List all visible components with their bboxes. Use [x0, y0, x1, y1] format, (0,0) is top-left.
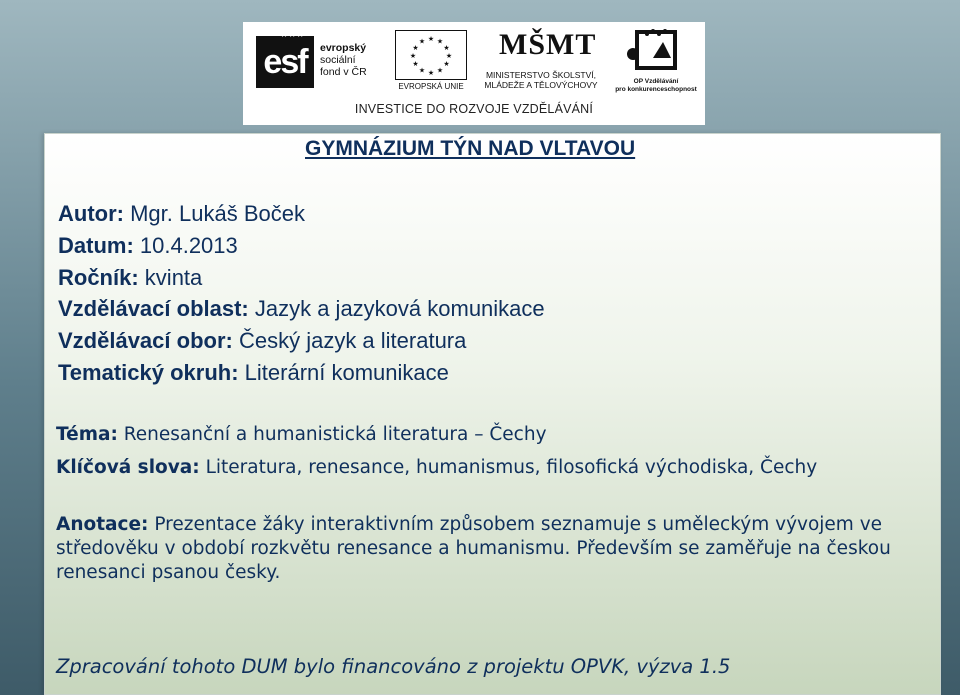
svg-text:★: ★ [443, 44, 450, 52]
meta-area [58, 296, 545, 322]
esf-logo [256, 30, 376, 92]
meta-value: Český jazyk a literatura [232, 328, 467, 353]
svg-text:★: ★ [436, 66, 444, 75]
eu-caption: EVROPSKÁ UNIE [398, 82, 464, 91]
svg-text:★: ★ [418, 66, 426, 75]
keywords-paragraph [56, 456, 916, 480]
esf-text-line2: sociální [320, 54, 356, 66]
esf-logo-mark: esf [256, 36, 314, 88]
msmt-logo [471, 28, 611, 98]
esf-stars-icon: ★★★ [280, 30, 305, 40]
funding-footer: Zpracování tohoto DUM bylo financováno z projektu OPVK, výzva 1.5 [56, 655, 731, 678]
meta-value: Mgr. Lukáš Boček [123, 201, 305, 226]
meta-label: Datum: [58, 233, 134, 258]
svg-text:★: ★ [418, 37, 426, 46]
meta-subject [58, 328, 466, 354]
school-name: GYMNÁZIUM TÝN NAD VLTAVOU [305, 137, 636, 160]
op-vk-emblem-icon [613, 28, 699, 76]
meta-date [58, 233, 238, 259]
msmt-line2: MLÁDEŽE A TĚLOVÝCHOVY [484, 80, 598, 90]
meta-grade [58, 265, 202, 291]
meta-label: Vzdělávací obor: [58, 328, 233, 353]
annotation-label: Anotace: [56, 514, 149, 535]
svg-text:★: ★ [412, 44, 419, 52]
meta-value: 10.4.2013 [133, 233, 238, 258]
svg-text:★: ★ [427, 69, 435, 77]
esf-logo-text [320, 42, 390, 78]
op-text [613, 78, 699, 94]
meta-label: Vzdělávací oblast: [58, 296, 249, 321]
msmt-text [471, 70, 611, 90]
meta-value: Jazyk a jazyková komunikace [248, 296, 545, 321]
annotation-value: Prezentace žáky interaktivním způsobem seznamuje s uměleckým vývojem ve středověku v období rozkvětu renesance a humanismu. Především se zaměřuje na českou renesanci psanou česky. [56, 514, 891, 583]
esf-text-line1: evropský [320, 42, 367, 54]
keywords-label: Klíčová slova: [56, 457, 200, 478]
svg-text:★: ★ [412, 60, 419, 68]
tema-value: Renesanční a humanistická literatura – Čechy [117, 424, 547, 445]
svg-text:★: ★ [436, 37, 444, 46]
esf-text-line3: fond v ČR [320, 66, 367, 78]
keywords-value: Literatura, renesance, humanismus, filosofická východiska, Čechy [199, 457, 818, 478]
op-logo [613, 28, 699, 104]
eu-logo [391, 30, 469, 92]
meta-label: Ročník: [58, 265, 139, 290]
tema-label: Téma: [56, 424, 118, 445]
msmt-line1: MINISTERSTVO ŠKOLSTVÍ, [485, 70, 597, 80]
meta-topic-area [58, 360, 449, 386]
meta-value: kvinta [138, 265, 203, 290]
svg-text:★: ★ [427, 35, 435, 43]
svg-text:★: ★ [445, 52, 453, 60]
svg-text:★: ★ [443, 60, 450, 68]
meta-value: Literární komunikace [238, 360, 449, 385]
op-line2: pro konkurenceschopnost [615, 86, 697, 93]
logo-banner [243, 22, 705, 125]
meta-label: Tematický okruh: [58, 360, 239, 385]
msmt-mark: MŠMT [499, 28, 597, 61]
eu-flag-icon [395, 30, 467, 80]
banner-footer-text: INVESTICE DO ROZVOJE VZDĚLÁVÁNÍ [354, 102, 594, 116]
annotation-paragraph [56, 513, 916, 585]
op-line1: OP Vzdělávání [633, 78, 679, 85]
tema-line [56, 423, 916, 447]
svg-text:★: ★ [409, 52, 417, 60]
meta-label: Autor: [58, 201, 124, 226]
eu-stars-icon [396, 31, 466, 79]
meta-author [58, 201, 305, 227]
